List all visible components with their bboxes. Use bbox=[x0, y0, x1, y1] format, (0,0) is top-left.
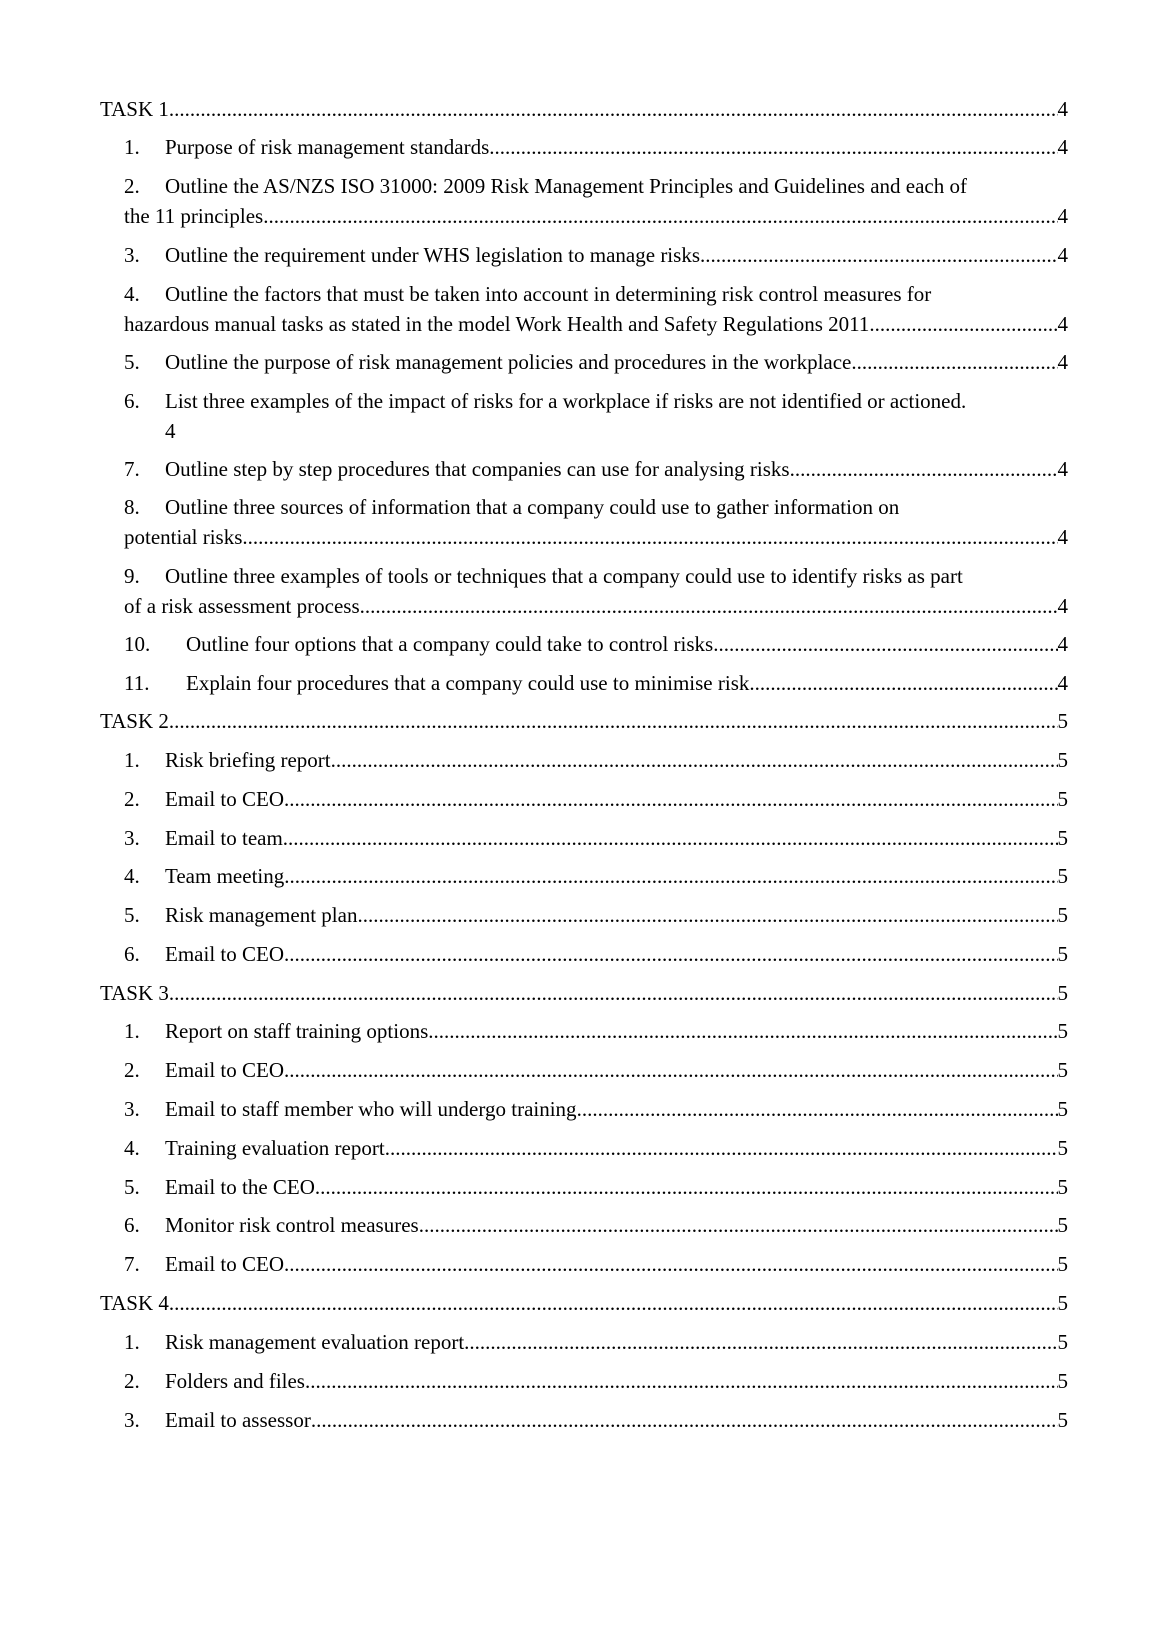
toc-number: 4. bbox=[124, 282, 140, 306]
toc-leader bbox=[284, 784, 1058, 814]
toc-number: 3. bbox=[124, 243, 140, 267]
toc-leader bbox=[489, 132, 1057, 162]
toc-number: 6. bbox=[124, 942, 140, 966]
toc-leader bbox=[169, 706, 1058, 736]
toc-heading: TASK 3 bbox=[100, 981, 169, 1005]
toc-entry[interactable] bbox=[124, 1016, 1068, 1046]
toc-leader bbox=[263, 201, 1057, 231]
toc-label-continued: the 11 principles bbox=[124, 204, 264, 228]
toc-leader bbox=[749, 668, 1057, 698]
toc-number: 1. bbox=[124, 1330, 140, 1354]
toc-entry-task-3[interactable] bbox=[100, 978, 1068, 1008]
toc-page-number: 5 bbox=[1057, 981, 1068, 1005]
toc-number: 6. bbox=[124, 1213, 140, 1237]
toc-number: 2. bbox=[124, 1369, 140, 1393]
toc-page-number: 4 bbox=[1057, 135, 1068, 159]
toc-leader bbox=[284, 1055, 1058, 1085]
toc-entry[interactable] bbox=[124, 1366, 1068, 1396]
toc-page-number: 4 bbox=[1057, 204, 1068, 228]
toc-number: 1. bbox=[124, 1019, 140, 1043]
toc-entry[interactable] bbox=[124, 347, 1068, 377]
toc-entry[interactable] bbox=[124, 1210, 1068, 1240]
toc-page-number: 5 bbox=[1057, 709, 1068, 733]
toc-entry[interactable] bbox=[124, 492, 1068, 552]
toc-entry-task-1[interactable] bbox=[100, 94, 1068, 124]
toc-label: Outline three examples of tools or techniques that a company could use to identify risks as part bbox=[165, 564, 963, 588]
toc-label: Outline three sources of information that a company could use to gather information on bbox=[165, 495, 900, 519]
toc-page-number: 5 bbox=[1057, 1330, 1068, 1354]
toc-page-number: 5 bbox=[1057, 903, 1068, 927]
toc-label: Email to staff member who will undergo training bbox=[165, 1097, 577, 1121]
toc-leader bbox=[385, 1133, 1058, 1163]
toc-leader bbox=[311, 1405, 1058, 1435]
toc-entry[interactable] bbox=[124, 1327, 1068, 1357]
toc-label-continued: of a risk assessment process bbox=[124, 594, 360, 618]
toc-entry[interactable] bbox=[124, 171, 1068, 231]
toc-page-number: 4 bbox=[1057, 312, 1068, 336]
toc-leader bbox=[577, 1094, 1058, 1124]
toc-page-number: 4 bbox=[1057, 525, 1068, 549]
toc-label: Email to CEO bbox=[165, 787, 284, 811]
toc-number: 7. bbox=[124, 457, 140, 481]
toc-number: 3. bbox=[124, 1408, 140, 1432]
toc-page-number: 5 bbox=[1057, 1369, 1068, 1393]
toc-entry-task-4[interactable] bbox=[100, 1288, 1068, 1318]
toc-page-number: 5 bbox=[1057, 1213, 1068, 1237]
toc-entry[interactable] bbox=[124, 1133, 1068, 1163]
toc-label: Folders and files bbox=[165, 1369, 305, 1393]
toc-number: 5. bbox=[124, 1175, 140, 1199]
toc-number: 7. bbox=[124, 1252, 140, 1276]
toc-leader bbox=[464, 1327, 1057, 1357]
toc-number: 2. bbox=[124, 174, 140, 198]
toc-label: Email to CEO bbox=[165, 1252, 284, 1276]
toc-number: 3. bbox=[124, 826, 140, 850]
toc-label: Training evaluation report bbox=[165, 1136, 385, 1160]
toc-entry[interactable] bbox=[124, 668, 1068, 698]
toc-leader bbox=[713, 629, 1057, 659]
toc-page-number: 4 bbox=[1057, 457, 1068, 481]
toc-page-number: 5 bbox=[1057, 1019, 1068, 1043]
toc-entry[interactable] bbox=[124, 1172, 1068, 1202]
toc-entry[interactable] bbox=[124, 1094, 1068, 1124]
toc-page-number: 4 bbox=[1057, 243, 1068, 267]
toc-label: Email to team bbox=[165, 826, 283, 850]
toc-entry[interactable] bbox=[124, 279, 1068, 339]
toc-page-number: 4 bbox=[1057, 97, 1068, 121]
toc-label: Risk briefing report bbox=[165, 748, 331, 772]
toc-label: Email to CEO bbox=[165, 942, 284, 966]
toc-entry[interactable] bbox=[124, 386, 1068, 446]
toc-page-number: 5 bbox=[1057, 748, 1068, 772]
toc-page-number: 4 bbox=[1057, 671, 1068, 695]
toc-leader bbox=[242, 522, 1057, 552]
toc-label: Email to assessor bbox=[165, 1408, 311, 1432]
toc-label: Outline the purpose of risk management policies and procedures in the workplace bbox=[165, 350, 852, 374]
toc-number: 5. bbox=[124, 903, 140, 927]
toc-page-number: 4 bbox=[165, 419, 176, 443]
toc-label-continued: potential risks bbox=[124, 525, 243, 549]
toc-leader bbox=[428, 1016, 1057, 1046]
toc-leader bbox=[284, 939, 1058, 969]
toc-heading: TASK 2 bbox=[100, 709, 169, 733]
toc-number: 10. bbox=[124, 632, 151, 656]
toc-page-number: 5 bbox=[1057, 864, 1068, 888]
toc-leader bbox=[851, 347, 1057, 377]
toc-label: Risk management evaluation report bbox=[165, 1330, 465, 1354]
toc-page-number: 5 bbox=[1057, 826, 1068, 850]
toc-leader bbox=[700, 240, 1058, 270]
toc-leader bbox=[331, 745, 1058, 775]
toc-page-number: 4 bbox=[1057, 632, 1068, 656]
toc-leader bbox=[305, 1366, 1058, 1396]
toc-entry[interactable] bbox=[124, 629, 1068, 659]
toc-leader bbox=[790, 454, 1058, 484]
toc-page-number: 5 bbox=[1057, 942, 1068, 966]
toc-entry[interactable] bbox=[124, 132, 1068, 162]
toc-entry[interactable] bbox=[124, 454, 1068, 484]
toc-label: Outline the AS/NZS ISO 31000: 2009 Risk Management Principles and Guidelines and each of bbox=[165, 174, 967, 198]
toc-leader bbox=[169, 94, 1058, 124]
toc-heading: TASK 1 bbox=[100, 97, 169, 121]
toc-entry[interactable] bbox=[124, 745, 1068, 775]
toc-page-number: 5 bbox=[1057, 1097, 1068, 1121]
toc-number: 2. bbox=[124, 1058, 140, 1082]
toc-page-number: 5 bbox=[1057, 1291, 1068, 1315]
toc-entry[interactable] bbox=[124, 861, 1068, 891]
toc-entry-task-2[interactable] bbox=[100, 706, 1068, 736]
toc-page-number: 4 bbox=[1057, 350, 1068, 374]
toc-label: Outline step by step procedures that companies can use for analysing risks bbox=[165, 457, 790, 481]
toc-page-number: 5 bbox=[1057, 1058, 1068, 1082]
toc-number: 1. bbox=[124, 135, 140, 159]
toc-label: Monitor risk control measures bbox=[165, 1213, 419, 1237]
toc-leader bbox=[283, 823, 1058, 853]
toc-page-number: 5 bbox=[1057, 1252, 1068, 1276]
toc-entry[interactable] bbox=[124, 240, 1068, 270]
toc-number: 1. bbox=[124, 748, 140, 772]
toc-label: Outline four options that a company could take to control risks bbox=[186, 632, 714, 656]
toc-leader bbox=[169, 978, 1058, 1008]
toc-leader bbox=[869, 309, 1057, 339]
toc-number: 4. bbox=[124, 864, 140, 888]
toc-page-number: 5 bbox=[1057, 1175, 1068, 1199]
toc-label: Risk management plan bbox=[165, 903, 358, 927]
toc-label: Email to CEO bbox=[165, 1058, 284, 1082]
toc-page-number: 5 bbox=[1057, 1408, 1068, 1432]
toc-leader bbox=[315, 1172, 1058, 1202]
toc-entry[interactable] bbox=[124, 823, 1068, 853]
toc-number: 8. bbox=[124, 495, 140, 519]
toc-leader bbox=[169, 1288, 1058, 1318]
toc-entry[interactable] bbox=[124, 561, 1068, 621]
toc-number: 11. bbox=[124, 671, 150, 695]
toc-entry[interactable] bbox=[124, 1249, 1068, 1279]
toc-number: 2. bbox=[124, 787, 140, 811]
toc-label: Explain four procedures that a company could use to minimise risk bbox=[186, 671, 750, 695]
toc-number: 6. bbox=[124, 389, 140, 413]
toc-number: 3. bbox=[124, 1097, 140, 1121]
toc-label: Report on staff training options bbox=[165, 1019, 429, 1043]
toc-label: Team meeting bbox=[165, 864, 285, 888]
toc-page-number: 5 bbox=[1057, 1136, 1068, 1160]
toc-entry[interactable] bbox=[124, 1405, 1068, 1435]
toc-label: List three examples of the impact of risks for a workplace if risks are not identified or actioned. bbox=[165, 389, 967, 413]
toc-label: Outline the factors that must be taken into account in determining risk control measures for bbox=[165, 282, 932, 306]
toc-entry[interactable] bbox=[124, 784, 1068, 814]
toc-leader bbox=[419, 1210, 1058, 1240]
toc-leader bbox=[357, 900, 1057, 930]
toc-entry[interactable] bbox=[124, 1055, 1068, 1085]
toc-number: 9. bbox=[124, 564, 140, 588]
toc-leader bbox=[360, 591, 1058, 621]
toc-leader bbox=[284, 861, 1057, 891]
toc-label: Outline the requirement under WHS legislation to manage risks bbox=[165, 243, 700, 267]
toc-label-continued: hazardous manual tasks as stated in the model Work Health and Safety Regulations 2011 bbox=[124, 312, 870, 336]
toc-page-number: 4 bbox=[1057, 594, 1068, 618]
toc-label: Email to the CEO bbox=[165, 1175, 315, 1199]
toc-number: 4. bbox=[124, 1136, 140, 1160]
toc-number: 5. bbox=[124, 350, 140, 374]
toc-entry[interactable] bbox=[124, 939, 1068, 969]
toc-leader bbox=[284, 1249, 1058, 1279]
toc-entry[interactable] bbox=[124, 900, 1068, 930]
toc-page-number: 5 bbox=[1057, 787, 1068, 811]
toc-label: Purpose of risk management standards bbox=[165, 135, 490, 159]
toc-heading: TASK 4 bbox=[100, 1291, 169, 1315]
